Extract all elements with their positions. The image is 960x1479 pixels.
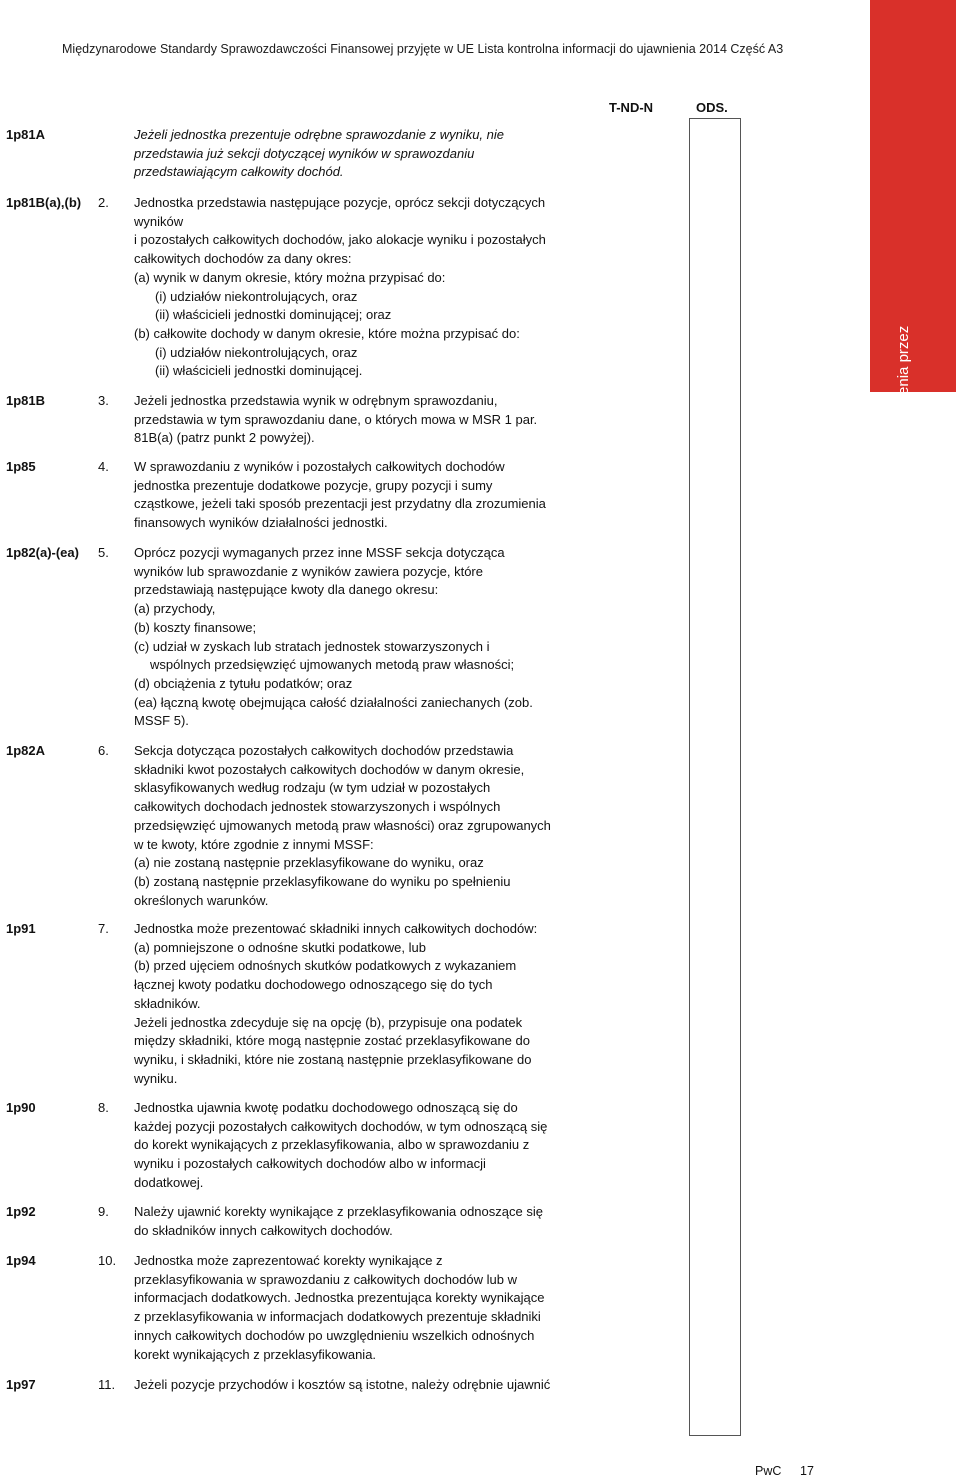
entry-line: Jednostka przedstawia następujące pozycje, oprócz sekcji dotyczących: [134, 195, 546, 210]
entry-line: (b) całkowite dochody w danym okresie, które można przypisać do:: [134, 325, 520, 341]
section-sidebar-tab: [870, 0, 956, 679]
entry-line: do składników innych całkowitych dochodów.: [134, 1222, 393, 1238]
entry-line: przedstawiającym całkowity dochód.: [134, 164, 344, 180]
entry-number: 5.: [98, 545, 109, 560]
entry-line: dodatkowej.: [134, 1174, 204, 1190]
entry-line: Jeżeli pozycje przychodów i kosztów są istotne, należy odrębnie ujawnić: [134, 1377, 551, 1392]
entry-number: 7.: [98, 921, 109, 936]
entry-line: i pozostałych całkowitych dochodów, jako alokacje wyniku i pozostałych: [134, 232, 546, 248]
sidebar-label: [870, 306, 956, 698]
entry-line: (c) udział w zyskach lub stratach jednostek stowarzyszonych i: [134, 638, 490, 654]
entry-line: Jeżeli jednostka przedstawia wynik w odrębnym sprawozdaniu,: [134, 393, 498, 408]
entry-line: Oprócz pozycji wymaganych przez inne MSSF sekcja dotycząca: [134, 545, 505, 560]
entry-text: [134, 742, 594, 910]
entry-reference: 1p92: [6, 1204, 36, 1219]
entry-line: Jednostka może prezentować składniki innych całkowitych dochodów:: [134, 921, 538, 936]
entry-reference: 1p82(a)-(ea): [6, 545, 79, 560]
entry-line: (i) udziałów niekontrolujących, oraz: [155, 288, 358, 304]
entry-text: [134, 544, 594, 731]
entry-line: (ea) łączną kwotę obejmująca całość działalności zaniechanych (zob.: [134, 694, 533, 710]
entry-line: w te kwoty, które zgodnie z innymi MSSF:: [134, 836, 374, 852]
entry-text: [134, 1252, 594, 1364]
sidebar-label-line-2: wszystkie jednostki: [914, 438, 931, 566]
entry-line: Jeżeli jednostka zdecyduje się na opcję (b), przypisuje ona podatek: [134, 1014, 523, 1030]
entry-line: (ii) właścicieli jednostki dominującej.: [155, 363, 363, 379]
entry-reference: 1p82A: [6, 743, 46, 758]
entry-number: 10.: [98, 1253, 117, 1268]
entry-line: wspólnych przedsięwzięć ujmowanych metodą praw własności;: [150, 657, 515, 673]
entry-line: przedstawia w tym sprawozdaniu dane, o których mowa w MSR 1 par.: [134, 411, 538, 427]
entry-line: określonych warunków.: [134, 892, 269, 908]
entry-line: (a) pomniejszone o odnośne skutki podatkowe, lub: [134, 939, 426, 955]
entry-text: [134, 1203, 594, 1240]
entry-line: innych całkowitych dochodów po uwzględnieniu wszelkich odnośnych: [134, 1327, 535, 1343]
entry-number: 4.: [98, 459, 109, 474]
column-header-tndn: T-ND-N: [609, 100, 654, 115]
entry-text: [134, 392, 594, 448]
entry-line: (a) wynik w danym okresie, który można przypisać do:: [134, 269, 446, 285]
entry-line: składniki kwot pozostałych całkowitych dochodów w danym okresie,: [134, 761, 525, 777]
entry-line: (ii) właścicieli jednostki dominującej; oraz: [155, 307, 392, 323]
entry-line: przeklasyfikowania w sprawozdaniu z całkowitych dochodów lub w: [134, 1271, 517, 1287]
entry-line: (b) przed ujęciem odnośnych skutków podatkowych z wykazaniem: [134, 958, 517, 974]
entry-text: [134, 920, 594, 1088]
entry-line: wyniku, i składniki, które nie zostaną następnie przeklasyfikowane do: [134, 1051, 532, 1067]
entry-line: cząstkowe, jeżeli taki sposób prezentacji jest przydatny dla zrozumienia: [134, 496, 546, 512]
entry-line: całkowitych dochodach jednostek stowarzyszonych i wspólnych: [134, 799, 501, 815]
entry-reference: 1p81B(a),(b): [6, 195, 82, 210]
entry-line: Jednostka może zaprezentować korekty wynikające z: [134, 1253, 443, 1268]
entry-line: (i) udziałów niekontrolujących, oraz: [155, 344, 358, 360]
entry-line: przedsięwzięć ujmowanych metodą praw własności) oraz zgrupowanych: [134, 817, 551, 833]
sidebar-label-line-1: Część A - Wymogi informacyjne do rozważenia przez: [895, 325, 912, 679]
entry-reference: 1p85: [6, 459, 36, 474]
entry-reference: 1p91: [6, 921, 36, 936]
entry-line: do korekt wynikających z przeklasyfikowania, albo w sprawozdaniu z: [134, 1137, 530, 1153]
page-header: Międzynarodowe Standardy Sprawozdawczości Finansowej przyjęte w UE Lista kontrolna informacji do ujawnienia 2014 Część A3: [62, 42, 784, 56]
ods-checkbox-column[interactable]: [689, 118, 741, 1436]
entry-line: (b) koszty finansowe;: [134, 619, 257, 635]
entry-number: 9.: [98, 1204, 109, 1219]
entry-line: przedstawiają następujące kwoty dla danego okresu:: [134, 582, 439, 598]
entry-line: MSSF 5).: [134, 713, 189, 729]
entry-line: wyniku i pozostałych całkowitych dochodów albo w informacji: [134, 1156, 486, 1172]
entry-line: (a) przychody,: [134, 601, 216, 617]
entry-number: 3.: [98, 393, 109, 408]
entry-line: Należy ujawnić korekty wynikające z przeklasyfikowania odnoszące się: [134, 1204, 543, 1219]
entry-text: [134, 126, 594, 182]
entry-line: przedstawia już sekcji dotyczącej wyników w sprawozdaniu: [134, 145, 475, 161]
entry-line: korekt wynikających z przeklasyfikowania.: [134, 1346, 377, 1362]
entry-reference: 1p94: [6, 1253, 36, 1268]
entry-line: finansowych wyników działalności jednostki.: [134, 515, 388, 531]
entry-text: [134, 458, 594, 533]
entry-line: W sprawozdaniu z wyników i pozostałych całkowitych dochodów: [134, 459, 505, 474]
entry-line: łącznej kwoty podatku dochodowego odnoszącego się do tych: [134, 977, 493, 993]
entry-line: Jednostka ujawnia kwotę podatku dochodowego odnoszącą się do: [134, 1100, 518, 1115]
entry-line: wyników lub sprawozdanie z wyników zawiera pozycje, które: [134, 563, 483, 579]
entry-number: 2.: [98, 195, 109, 210]
entry-text: [134, 1376, 594, 1395]
entry-line: wyników: [134, 213, 184, 229]
entry-reference: 1p81B: [6, 393, 46, 408]
entry-line: 81B(a) (patrz punkt 2 powyżej).: [134, 430, 315, 446]
entry-line: każdej pozycji pozostałych całkowitych dochodów, w tym odnoszącą się: [134, 1118, 548, 1134]
entry-number: 6.: [98, 743, 109, 758]
entry-text: [134, 1099, 594, 1193]
entry-reference: 1p97: [6, 1377, 36, 1392]
entry-reference: 1p81A: [6, 127, 46, 142]
entry-line: Jeżeli jednostka prezentuje odrębne sprawozdanie z wyniku, nie: [134, 127, 504, 142]
entry-line: informacjach dodatkowych. Jednostka prezentująca korekty wynikające: [134, 1290, 545, 1306]
entry-line: jednostka prezentuje dodatkowe pozycje, grupy pozycji i sumy: [134, 477, 493, 493]
entry-line: wyniku.: [134, 1070, 178, 1086]
entry-line: całkowitych dochodów za dany okres:: [134, 251, 352, 267]
entry-line: między składniki, które mogą następnie zostać przeklasyfikowane do: [134, 1033, 530, 1049]
column-header-ods: ODS.: [696, 100, 728, 115]
entry-number: 8.: [98, 1100, 109, 1115]
entry-line: składników.: [134, 995, 201, 1011]
entry-line: Sekcja dotycząca pozostałych całkowitych dochodów przedstawia: [134, 743, 514, 758]
entry-number: 11.: [98, 1377, 116, 1392]
footer-brand: PwC: [755, 1464, 782, 1478]
entry-reference: 1p90: [6, 1100, 36, 1115]
entry-line: (b) zostaną następnie przeklasyfikowane do wyniku po spełnieniu: [134, 873, 511, 889]
footer-page-number: 17: [800, 1464, 814, 1478]
entry-line: sklasyfikowanych według rodzaju (w tym udział w pozostałych: [134, 780, 491, 796]
entry-line: (a) nie zostaną następnie przeklasyfikowane do wyniku, oraz: [134, 855, 484, 871]
entry-line: (d) obciążenia z tytułu podatków; oraz: [134, 675, 353, 691]
entry-text: [134, 194, 594, 381]
entry-line: z przeklasyfikowania w informacjach dodatkowych prezentuje składniki: [134, 1309, 541, 1325]
